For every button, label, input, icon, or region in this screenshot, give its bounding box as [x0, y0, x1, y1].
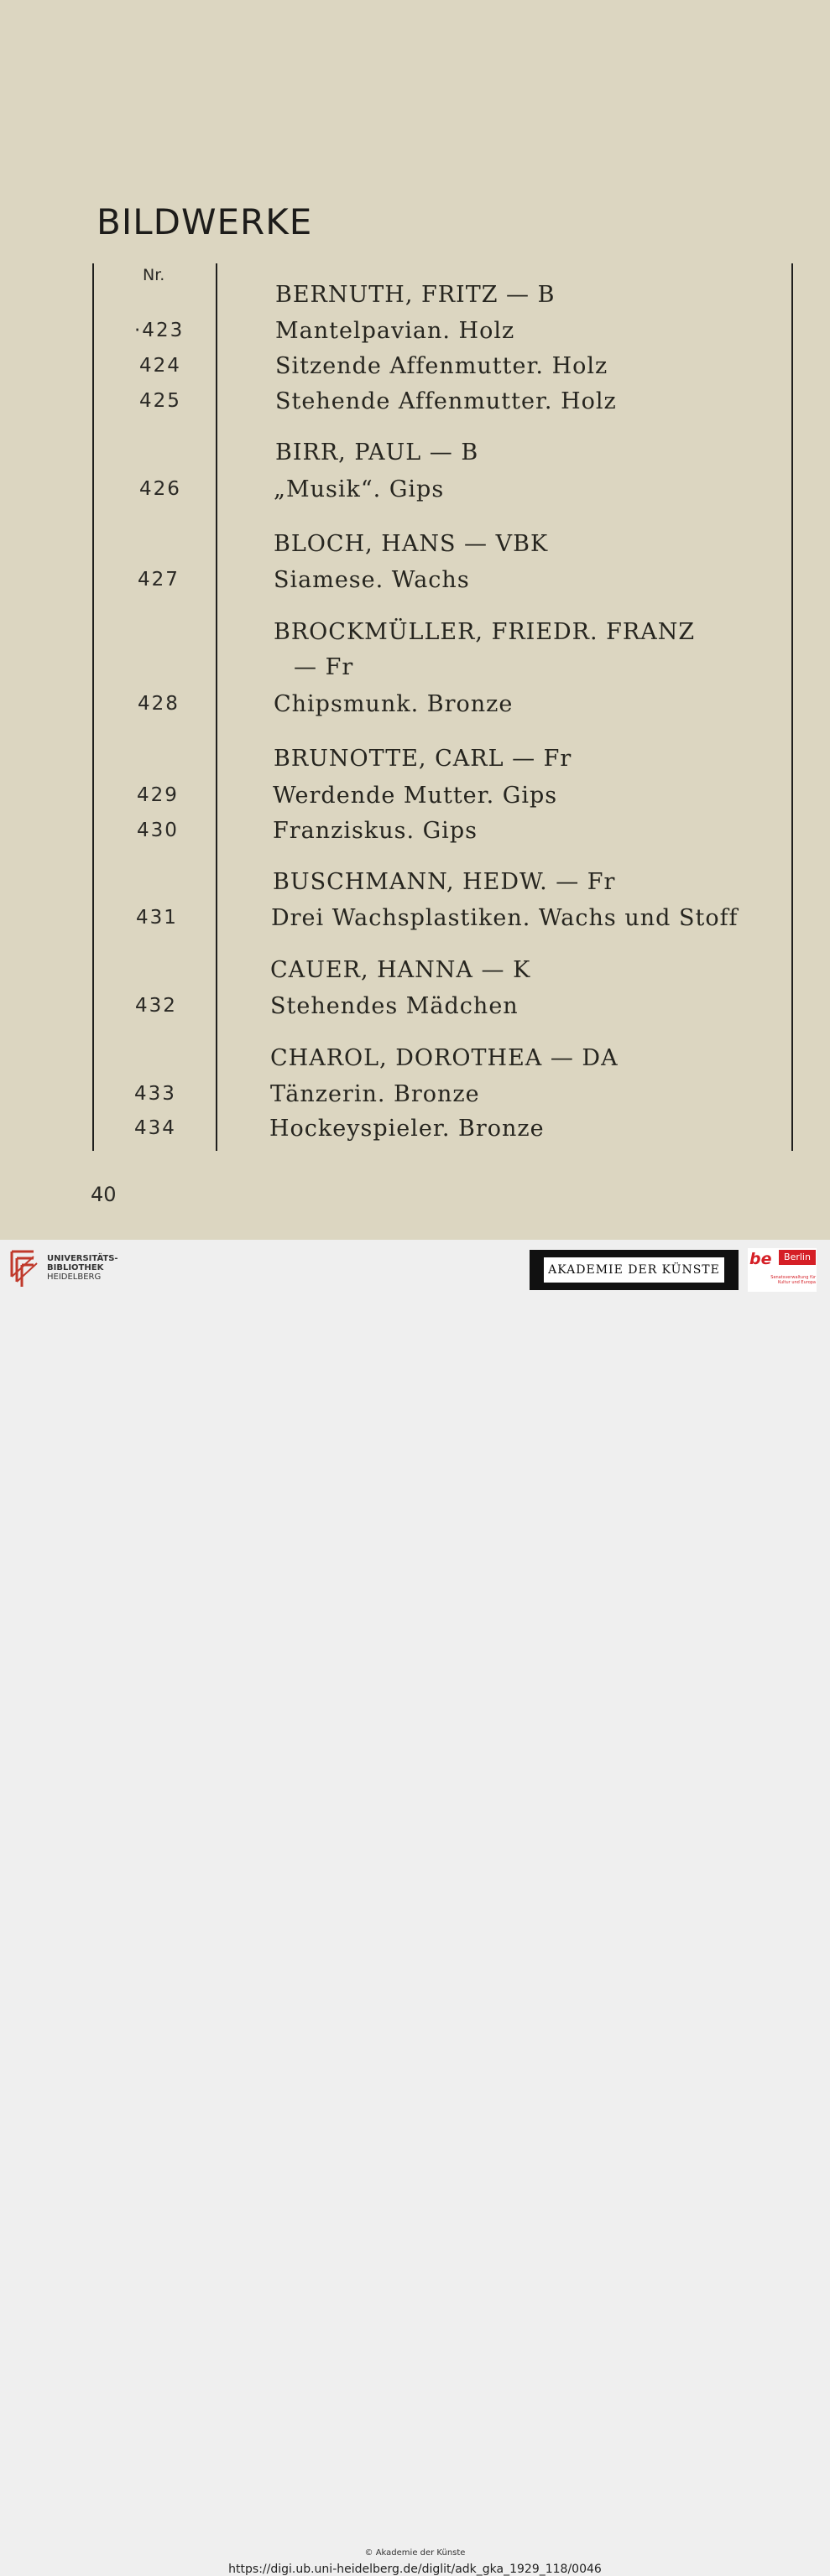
artist-heading: BLOCH, HANS — VBK [274, 531, 549, 557]
work-title: Drei Wachsplastiken. Wachs und Stoff [271, 905, 739, 931]
work-title: Sitzende Affenmutter. Holz [275, 353, 608, 379]
catalog-number: 431 [136, 907, 178, 929]
catalog-number: 429 [137, 784, 179, 806]
catalog-number: 430 [137, 820, 179, 841]
work-title: Hockeyspieler. Bronze [269, 1116, 545, 1142]
university-library-logo-icon[interactable] [8, 1248, 42, 1290]
catalog-number: 432 [135, 995, 177, 1017]
work-title: Tänzerin. Bronze [270, 1081, 480, 1107]
artist-heading-continuation: — Fr [294, 654, 354, 680]
ub-line-1: UNIVERSITÄTS- [47, 1254, 118, 1263]
column-divider-rule [216, 263, 217, 1151]
work-title: Stehendes Mädchen [270, 993, 519, 1019]
akademie-logo-label[interactable]: AKADEMIE DER KÜNSTE [544, 1257, 724, 1283]
berlin-be-mark: be [749, 1250, 772, 1268]
artist-heading: BROCKMÜLLER, FRIEDR. FRANZ [274, 619, 696, 645]
berlin-tag: Berlin [779, 1250, 816, 1265]
source-url-link[interactable]: https://digi.ub.uni-heidelberg.de/diglit/adk_gka_1929_118/0046 [228, 2563, 602, 2576]
artist-heading: BERNUTH, FRITZ — B [275, 282, 556, 308]
catalog-number: 427 [138, 569, 180, 591]
work-title: Werdende Mutter. Gips [273, 783, 558, 809]
nr-column-label: Nr. [143, 266, 165, 284]
catalog-number: ·423 [134, 320, 185, 341]
work-title: Mantelpavian. Holz [275, 318, 515, 344]
catalog-number: 428 [138, 693, 180, 715]
ub-line-2: BIBLIOTHEK [47, 1263, 104, 1272]
catalog-number: 424 [139, 355, 181, 377]
catalog-number: 425 [139, 390, 181, 412]
catalog-number: 426 [139, 478, 181, 500]
work-title: Franziskus. Gips [273, 818, 478, 844]
work-title: „Musik“. Gips [274, 476, 445, 502]
university-library-name[interactable] [47, 1254, 118, 1282]
work-title: Chipsmunk. Bronze [274, 691, 514, 717]
right-rule [791, 263, 793, 1151]
catalog-page [0, 0, 830, 1240]
section-heading: BILDWERKE [97, 201, 313, 242]
left-rule [92, 263, 94, 1151]
artist-heading: BUSCHMANN, HEDW. — Fr [273, 869, 616, 895]
artist-heading: BIRR, PAUL — B [275, 440, 479, 466]
berlin-subtitle: Senatsverwaltung für Kultur und Europa [770, 1275, 816, 1285]
work-title: Stehende Affenmutter. Holz [275, 388, 617, 414]
copyright-notice: © Akademie der Künste [364, 2548, 466, 2558]
catalog-number: 434 [134, 1117, 176, 1139]
ub-line-3: HEIDELBERG [47, 1272, 102, 1282]
catalog-number: 433 [134, 1083, 176, 1105]
artist-heading: CAUER, HANNA — K [270, 957, 531, 983]
viewer-footer [0, 1240, 830, 2576]
artist-heading: BRUNOTTE, CARL — Fr [274, 746, 572, 772]
page-number: 40 [91, 1183, 117, 1206]
artist-heading: CHAROL, DOROTHEA — DA [270, 1045, 619, 1071]
work-title: Siamese. Wachs [274, 567, 470, 593]
